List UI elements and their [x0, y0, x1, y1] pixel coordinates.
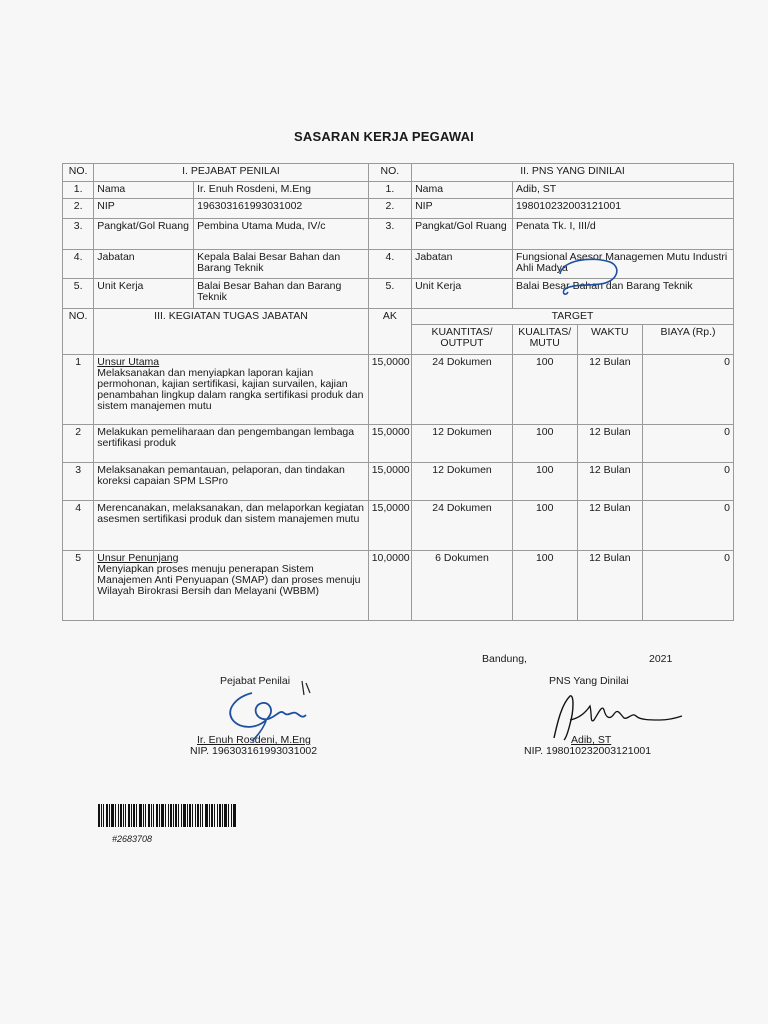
right-no: 5.: [368, 279, 411, 309]
left-label: Nama: [94, 182, 194, 199]
kegiatan-no: 2: [63, 425, 94, 463]
left-signature-nip: NIP. 196303161993031002: [190, 745, 318, 757]
right-label: NIP: [412, 199, 513, 219]
kegiatan-kualitas: 100: [512, 425, 577, 463]
right-signature-name: Adib, ST: [571, 734, 612, 746]
col-header-pns-dinilai: II. PNS YANG DINILAI: [412, 164, 734, 182]
kegiatan-kuantitas: 24 Dokumen: [412, 501, 513, 551]
document-title: SASARAN KERJA PEGAWAI: [294, 129, 474, 144]
right-value: Adib, ST: [512, 182, 733, 199]
right-label: Unit Kerja: [412, 279, 513, 309]
kegiatan-no: 1: [63, 355, 94, 425]
left-no: 5.: [63, 279, 94, 309]
left-no: 1.: [63, 182, 94, 199]
left-value: Kepala Balai Besar Bahan dan Barang Teknik: [194, 250, 369, 279]
right-no: 4.: [368, 250, 411, 279]
kegiatan-ak: 10,0000: [368, 551, 411, 621]
kegiatan-kualitas: 100: [512, 551, 577, 621]
kegiatan-waktu: 12 Bulan: [577, 425, 643, 463]
identity-row: [63, 279, 734, 309]
kegiatan-ak: 15,0000: [368, 355, 411, 425]
left-signature-title: Pejabat Penilai: [220, 675, 291, 687]
right-no: 2.: [368, 199, 411, 219]
table-row: [63, 355, 734, 425]
kegiatan-kuantitas: 12 Dokumen: [412, 463, 513, 501]
kegiatan-no: 5: [63, 551, 94, 621]
barcode-image: [98, 804, 236, 827]
left-signature-name: Ir. Enuh Rosdeni, M.Eng: [197, 734, 311, 746]
kegiatan-waktu: 12 Bulan: [577, 463, 643, 501]
kegiatan-kualitas: 100: [512, 501, 577, 551]
col-header-no-2: NO.: [368, 164, 411, 182]
kegiatan-header-title: III. KEGIATAN TUGAS JABATAN: [94, 309, 368, 355]
kegiatan-ak: 15,0000: [368, 463, 411, 501]
right-value: Penata Tk. I, III/d: [512, 219, 733, 250]
kegiatan-ak: 15,0000: [368, 501, 411, 551]
table-row: [63, 551, 734, 621]
kegiatan-desc-cell: [94, 551, 368, 621]
kegiatan-ak: 15,0000: [368, 425, 411, 463]
kegiatan-header-no: NO.: [63, 309, 94, 355]
kegiatan-biaya: 0: [643, 501, 734, 551]
kegiatan-biaya: 0: [643, 425, 734, 463]
identity-row: [63, 219, 734, 250]
table-row: [63, 463, 734, 501]
left-value: Ir. Enuh Rosdeni, M.Eng: [194, 182, 369, 199]
left-value: Pembina Utama Muda, IV/c: [194, 219, 369, 250]
right-no: 3.: [368, 219, 411, 250]
kegiatan-header-target: TARGET: [412, 309, 734, 325]
left-no: 4.: [63, 250, 94, 279]
kegiatan-header-biaya: BIAYA (Rp.): [643, 325, 734, 355]
left-label: Jabatan: [94, 250, 194, 279]
left-handwritten-signature: [222, 675, 322, 745]
kegiatan-header-kualitas: KUALITAS/ MUTU: [512, 325, 577, 355]
kegiatan-waktu: 12 Bulan: [577, 355, 643, 425]
kegiatan-no: 4: [63, 501, 94, 551]
table-row: [63, 425, 734, 463]
left-label: Unit Kerja: [94, 279, 194, 309]
right-label: Nama: [412, 182, 513, 199]
signature-year: 2021: [649, 653, 673, 665]
kegiatan-waktu: 12 Bulan: [577, 551, 643, 621]
left-label: NIP: [94, 199, 194, 219]
kegiatan-kuantitas: 12 Dokumen: [412, 425, 513, 463]
identity-row: [63, 250, 734, 279]
kegiatan-desc: Merencanakan, melaksanakan, dan melaporkan kegiatan asesmen sertifikasi produk dan sistem manajemen mutu: [94, 501, 368, 551]
kegiatan-desc: Melaksanakan dan menyiapkan laporan kajian permohonan, kajian sertifikasi, kajian survailen, kajian penambahan lingkup dalam rangka sertifikasi produk dan sistem manajemen mutu: [97, 367, 364, 412]
col-header-no-1: NO.: [63, 164, 94, 182]
kegiatan-header-ak: AK: [368, 309, 411, 355]
kegiatan-header-waktu: WAKTU: [577, 325, 643, 355]
left-value: Balai Besar Bahan dan Barang Teknik: [194, 279, 369, 309]
kegiatan-biaya: 0: [643, 463, 734, 501]
right-value: 198010232003121001: [512, 199, 733, 219]
left-no: 3.: [63, 219, 94, 250]
ink-circle-annotation: [552, 254, 622, 298]
kegiatan-kuantitas: 6 Dokumen: [412, 551, 513, 621]
kegiatan-waktu: 12 Bulan: [577, 501, 643, 551]
barcode-number: #2683708: [112, 834, 153, 844]
kegiatan-biaya: 0: [643, 355, 734, 425]
left-no: 2.: [63, 199, 94, 219]
right-label: Pangkat/Gol Ruang: [412, 219, 513, 250]
right-value: Fungsional Asesor Managemen Mutu Industri Ahli Madya: [512, 250, 733, 279]
kegiatan-kualitas: 100: [512, 355, 577, 425]
left-value: 196303161993031002: [194, 199, 369, 219]
kegiatan-desc-cell: [94, 355, 368, 425]
right-signature-title: PNS Yang Dinilai: [549, 675, 629, 687]
table-row: [63, 501, 734, 551]
col-header-pejabat-penilai: I. PEJABAT PENILAI: [94, 164, 368, 182]
right-label: Jabatan: [412, 250, 513, 279]
kegiatan-header-kuantitas: KUANTITAS/ OUTPUT: [412, 325, 513, 355]
identity-row: [63, 182, 734, 199]
kegiatan-kuantitas: 24 Dokumen: [412, 355, 513, 425]
kegiatan-biaya: 0: [643, 551, 734, 621]
right-signature-nip: NIP. 198010232003121001: [524, 745, 652, 757]
kegiatan-kualitas: 100: [512, 463, 577, 501]
signature-place: Bandung,: [482, 653, 527, 665]
kegiatan-desc: Menyiapkan proses menuju penerapan Sistem Manajemen Anti Penyuapan (SMAP) dan proses menuju Wilayah Birokrasi Bersih dan Melayani (WBBM): [97, 563, 361, 597]
right-handwritten-signature: [540, 690, 685, 746]
left-label: Pangkat/Gol Ruang: [94, 219, 194, 250]
kegiatan-group-label: Unsur Penunjang: [97, 552, 179, 564]
kegiatan-no: 3: [63, 463, 94, 501]
right-value: Balai Besar Bahan dan Barang Teknik: [512, 279, 733, 309]
right-no: 1.: [368, 182, 411, 199]
identity-row: [63, 199, 734, 219]
kegiatan-group-label: Unsur Utama: [97, 356, 160, 368]
skp-table: [62, 163, 734, 621]
kegiatan-desc: Melaksanakan pemantauan, pelaporan, dan tindakan koreksi capaian SPM LSPro: [94, 463, 368, 501]
kegiatan-desc: Melakukan pemeliharaan dan pengembangan lembaga sertifikasi produk: [94, 425, 368, 463]
